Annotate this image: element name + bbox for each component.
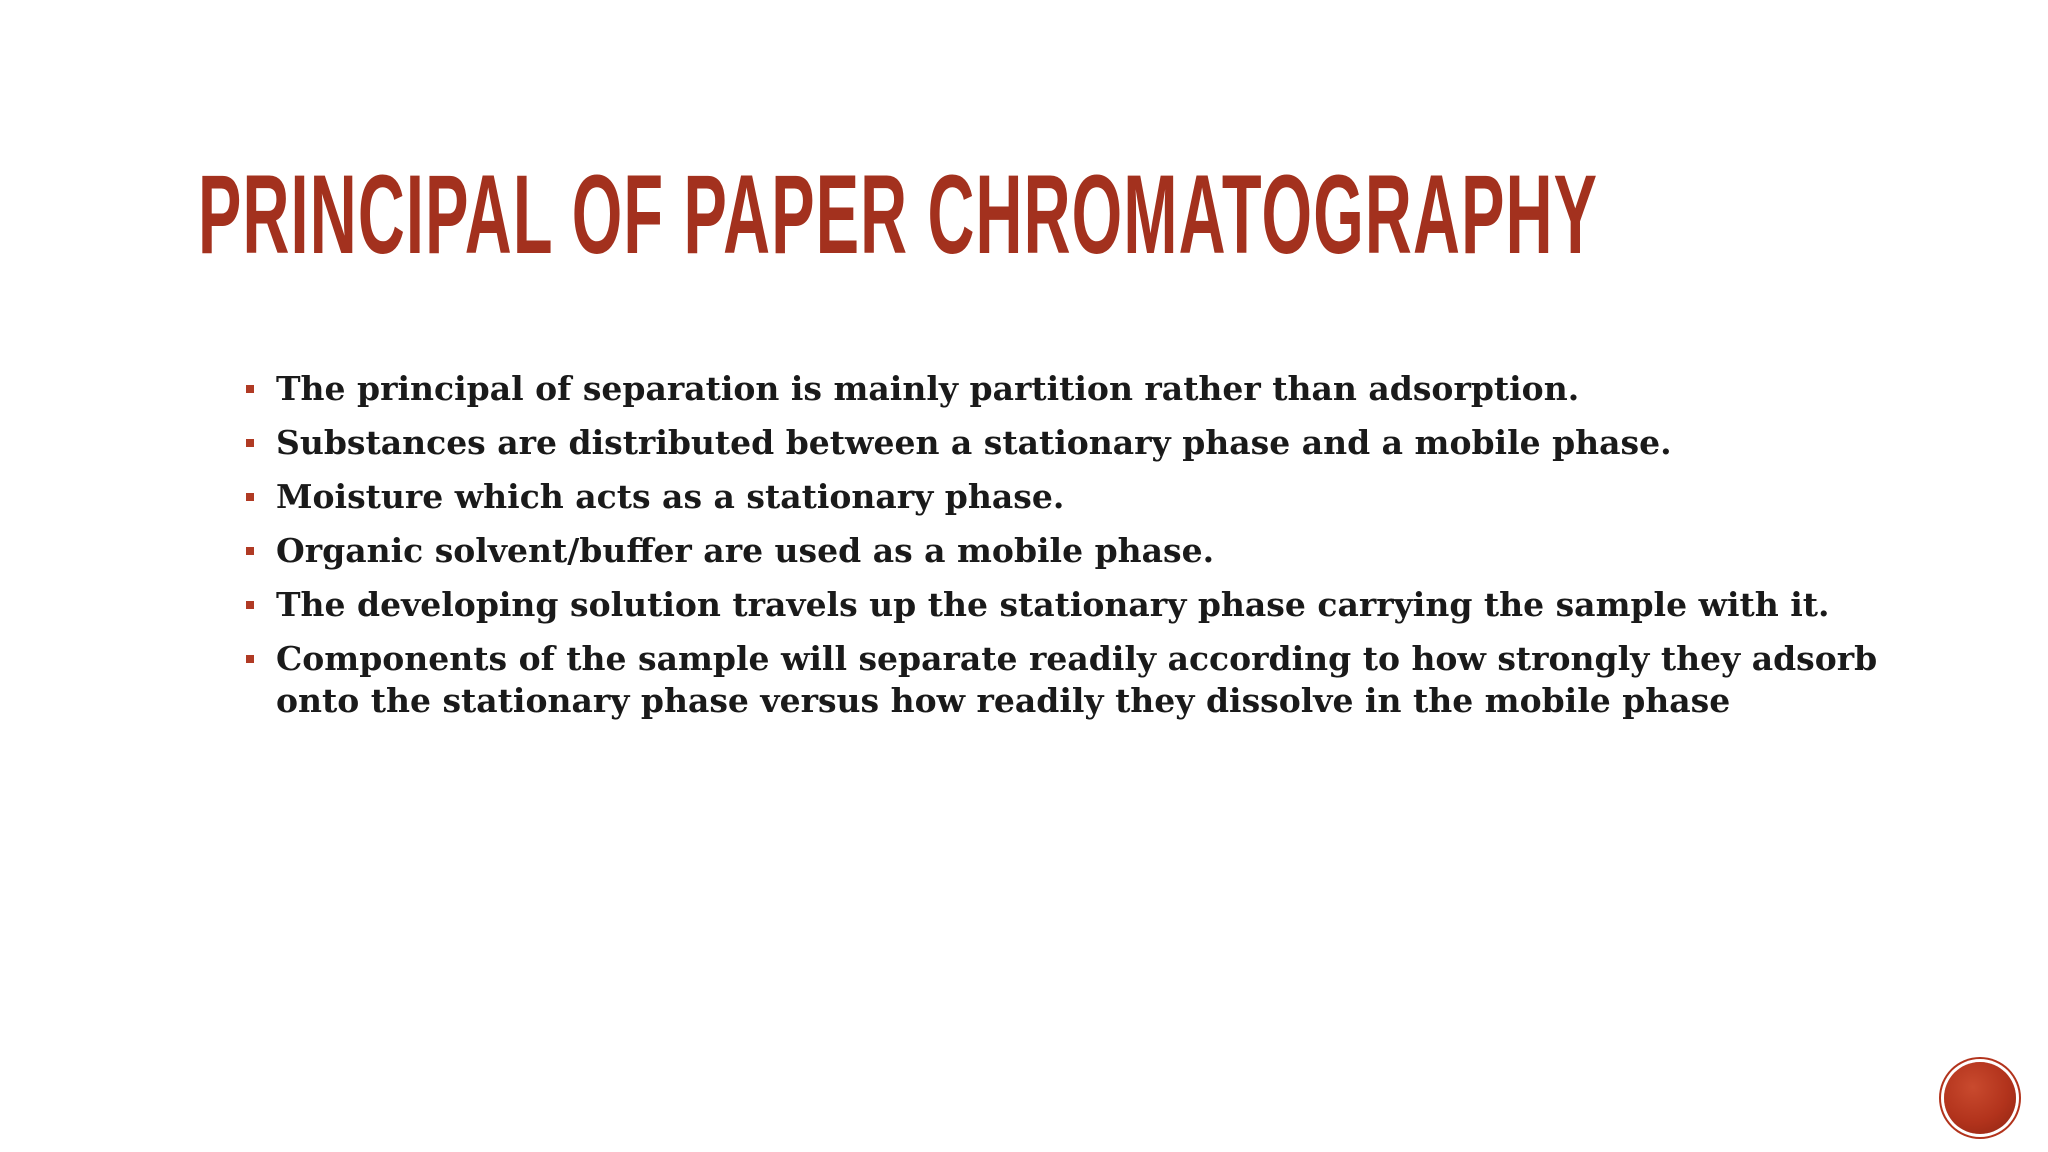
square-bullet-icon — [246, 547, 254, 555]
slide-title: PRINCIPAL OF PAPER CHROMATOGRAPHY — [198, 152, 1599, 277]
list-item — [240, 530, 1890, 572]
bullet-text: The developing solution travels up the stationary phase carrying the sample with it. — [276, 585, 1830, 624]
bullet-text: Components of the sample will separate readily according to how strongly they adsorb onto the stationary phase versus how readily they dissolve in the mobile phase — [276, 639, 1878, 720]
list-item — [240, 368, 1890, 410]
square-bullet-icon — [246, 655, 254, 663]
list-item — [240, 476, 1890, 518]
square-bullet-icon — [246, 385, 254, 393]
bullet-text: Organic solvent/buffer are used as a mobile phase. — [276, 531, 1215, 570]
list-item — [240, 638, 1890, 722]
slide-circle-badge-icon — [1944, 1062, 2016, 1134]
square-bullet-icon — [246, 439, 254, 447]
square-bullet-icon — [246, 601, 254, 609]
bullet-text: Substances are distributed between a stationary phase and a mobile phase. — [276, 423, 1672, 462]
list-item — [240, 584, 1890, 626]
square-bullet-icon — [246, 493, 254, 501]
bullet-text: The principal of separation is mainly partition rather than adsorption. — [276, 369, 1580, 408]
bullet-list — [240, 368, 1890, 734]
list-item — [240, 422, 1890, 464]
bullet-text: Moisture which acts as a stationary phase. — [276, 477, 1065, 516]
